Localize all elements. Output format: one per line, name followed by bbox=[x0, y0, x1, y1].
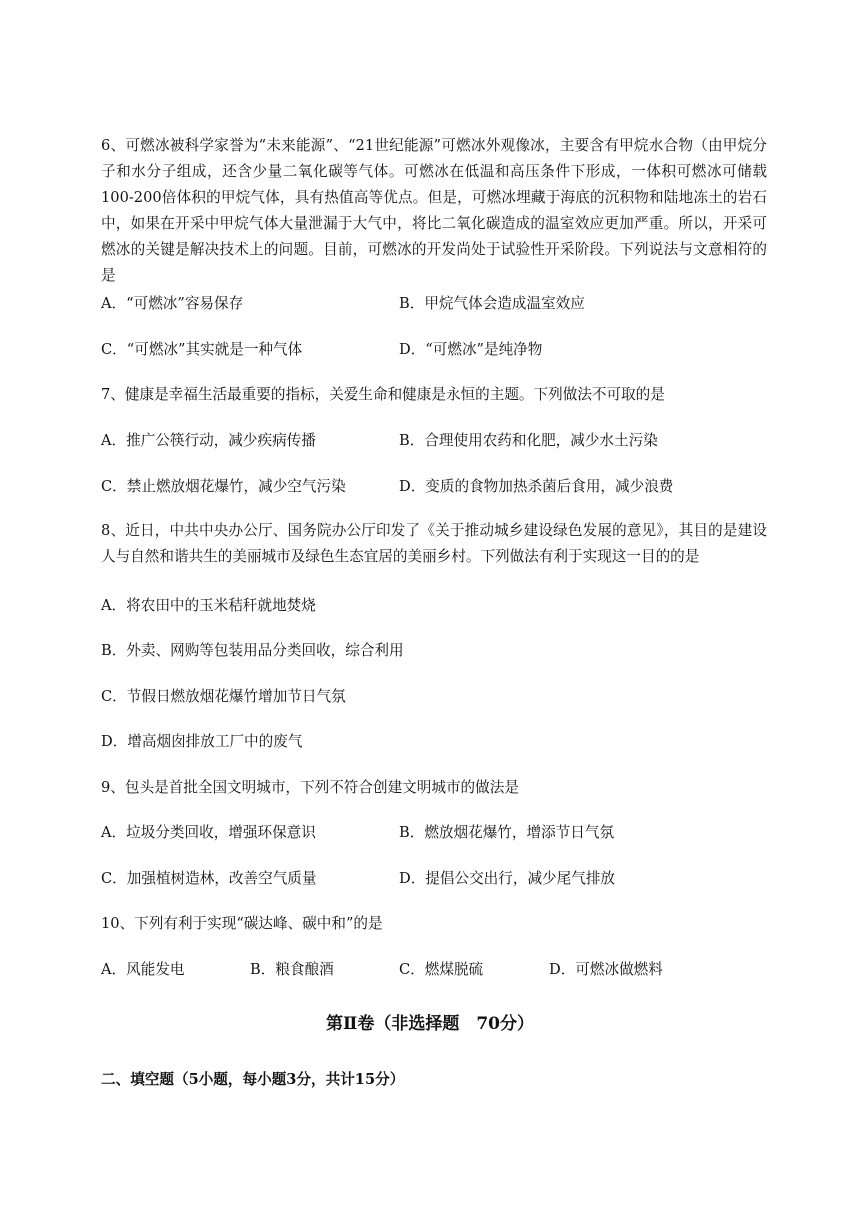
question-10-option-d: D．可燃冰做燃料 bbox=[549, 961, 663, 978]
question-9-option-b: B．燃放烟花爆竹，增添节日气氛 bbox=[399, 824, 615, 841]
question-8-option-d: D．增高烟囱排放工厂中的废气 bbox=[101, 733, 303, 750]
question-6-option-b: B．甲烷气体会造成温室效应 bbox=[399, 295, 585, 312]
question-10-option-a: A．风能发电 bbox=[101, 961, 185, 978]
question-8-option-b: B．外卖、网购等包装用品分类回收，综合利用 bbox=[101, 642, 404, 659]
question-10-option-b: B．粮食酿酒 bbox=[250, 961, 334, 978]
section-subheading: 二、填空题（5小题，每小题3分，共计15分） bbox=[101, 1071, 405, 1088]
question-7-option-b: B．合理使用农药和化肥，减少水土污染 bbox=[399, 432, 658, 449]
question-7-option-a: A．推广公筷行动，减少疾病传播 bbox=[101, 432, 316, 449]
question-6-option-c: C．“可燃冰”其实就是一种气体 bbox=[101, 341, 303, 358]
question-8-option-a: A．将农田中的玉米秸秆就地焚烧 bbox=[101, 597, 316, 614]
question-7-option-d: D．变质的食物加热杀菌后食用，减少浪费 bbox=[399, 478, 674, 495]
question-6-option-a: A．“可燃冰”容易保存 bbox=[101, 295, 244, 312]
question-7-option-c: C．禁止燃放烟花爆竹，减少空气污染 bbox=[101, 478, 346, 495]
question-6-stem: 6、可燃冰被科学家誉为“未来能源”、“21世纪能源”可燃冰外观像冰，主要含有甲烷水合物（由甲烷分子和水分子组成，还含少量二氧化碳等气体。可燃冰在低温和高压条件下形成，一体积可燃冰可储载100-200倍体积的甲烷气体，具有热值高等优点。但是，可燃冰埋藏于海底的沉积物和陆地冻土的岩石中，如果在开采中甲烷气体大量泄漏于大气中，将比二氧化碳造成的温室效应更加严重。所以，开采可燃冰的关键是解决技术上的问题。目前，可燃冰的开发尚处于试验性开采阶段。下列说法与文意相符的是 bbox=[101, 137, 767, 284]
question-7-stem: 7、健康是幸福生活最重要的指标，关爱生命和健康是永恒的主题。下列做法不可取的是 bbox=[101, 386, 665, 403]
question-10-option-c: C．燃煤脱硫 bbox=[399, 961, 484, 978]
question-8-option-c: C．节假日燃放烟花爆竹增加节日气氛 bbox=[101, 688, 346, 705]
question-9-option-a: A．垃圾分类回收，增强环保意识 bbox=[101, 824, 316, 841]
section-title: 第Ⅱ卷（非选择题 70分） bbox=[326, 1014, 534, 1034]
question-6-option-d: D．“可燃冰”是纯净物 bbox=[399, 341, 543, 358]
question-9-stem: 9、包头是首批全国文明城市，下列不符合创建文明城市的做法是 bbox=[101, 779, 519, 796]
question-9-option-d: D．提倡公交出行，减少尾气排放 bbox=[399, 870, 616, 887]
question-10-stem: 10、下列有利于实现“碳达峰、碳中和”的是 bbox=[101, 915, 383, 932]
question-9-option-c: C．加强植树造林，改善空气质量 bbox=[101, 870, 317, 887]
question-8-stem: 8、近日，中共中央办公厅、国务院办公厅印发了《关于推动城乡建设绿色发展的意见》，其目的是建设人与自然和谐共生的美丽城市及绿色生态宜居的美丽乡村。下列做法有利于实现这一目的的是 bbox=[101, 522, 767, 565]
